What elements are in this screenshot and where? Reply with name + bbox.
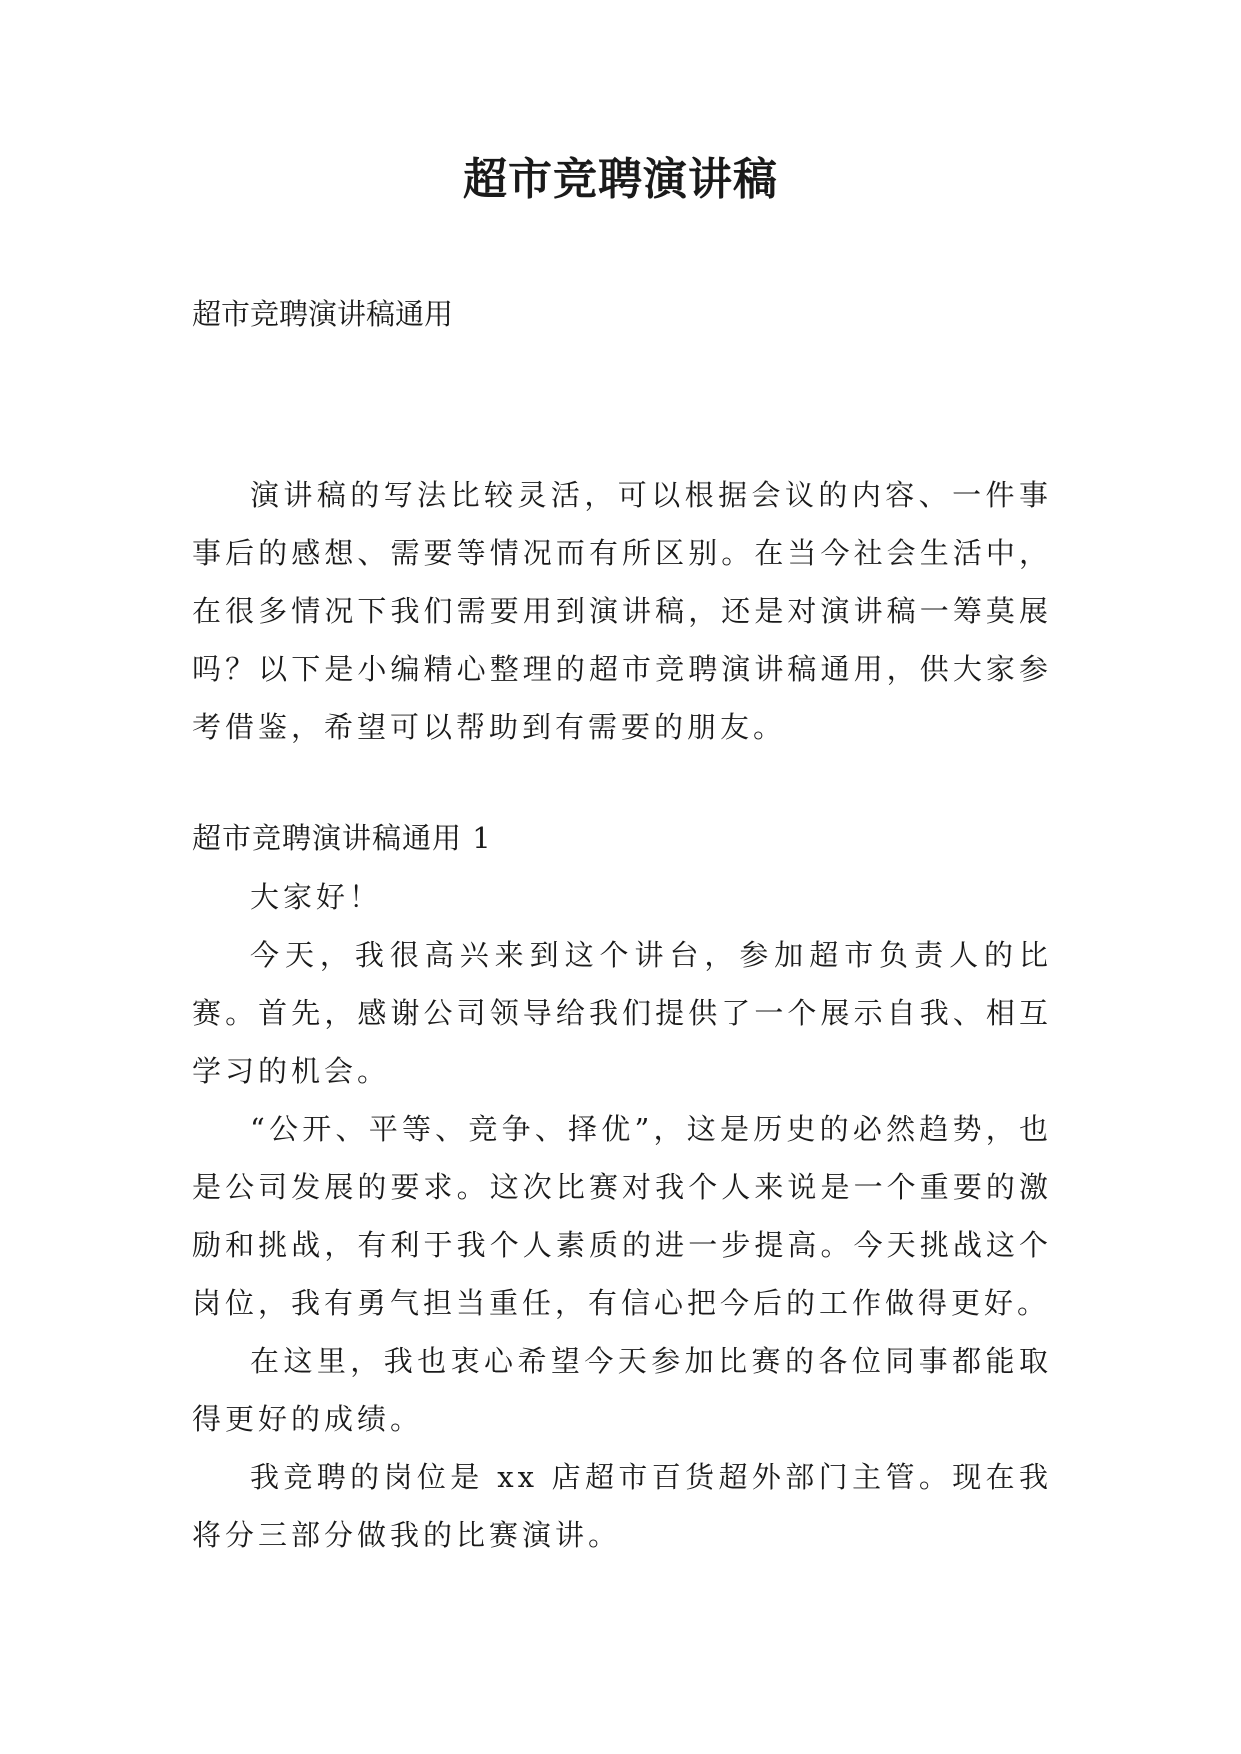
speech-paragraph: “公开、平等、竞争、择优”，这是历史的必然趋势，也是公司发展的要求。这次比赛对我个人来说是一个重要的激励和挑战，有利于我个人素质的进一步提高。今天挑战这个岗位，我有勇气担当重任，有信心把今后的工作做得更好。 <box>192 1112 1052 1320</box>
section-heading: 超市竞聘演讲稿通用 1 <box>192 821 492 855</box>
intro-section <box>192 466 1052 756</box>
speech-paragraph: 今天，我很高兴来到这个讲台，参加超市负责人的比赛。首先，感谢公司领导给我们提供了一个展示自我、相互学习的机会。 <box>192 938 1052 1088</box>
document-title: 超市竞聘演讲稿 <box>463 154 778 205</box>
speech-body <box>192 868 1052 1564</box>
speech-paragraph-greeting: 大家好！ <box>250 880 383 914</box>
speech-paragraph: 在这里，我也衷心希望今天参加比赛的各位同事都能取得更好的成绩。 <box>192 1344 1052 1436</box>
speech-paragraph: 我竞聘的岗位是 xx 店超市百货超外部门主管。现在我将分三部分做我的比赛演讲。 <box>192 1460 1052 1552</box>
document-subtitle: 超市竞聘演讲稿通用 <box>192 297 454 331</box>
intro-paragraph: 演讲稿的写法比较灵活，可以根据会议的内容、一件事事后的感想、需要等情况而有所区别。在当今社会生活中，在很多情况下我们需要用到演讲稿，还是对演讲稿一筹莫展吗？以下是小编精心整理的超市竞聘演讲稿通用，供大家参考借鉴，希望可以帮助到有需要的朋友。 <box>192 478 1052 744</box>
